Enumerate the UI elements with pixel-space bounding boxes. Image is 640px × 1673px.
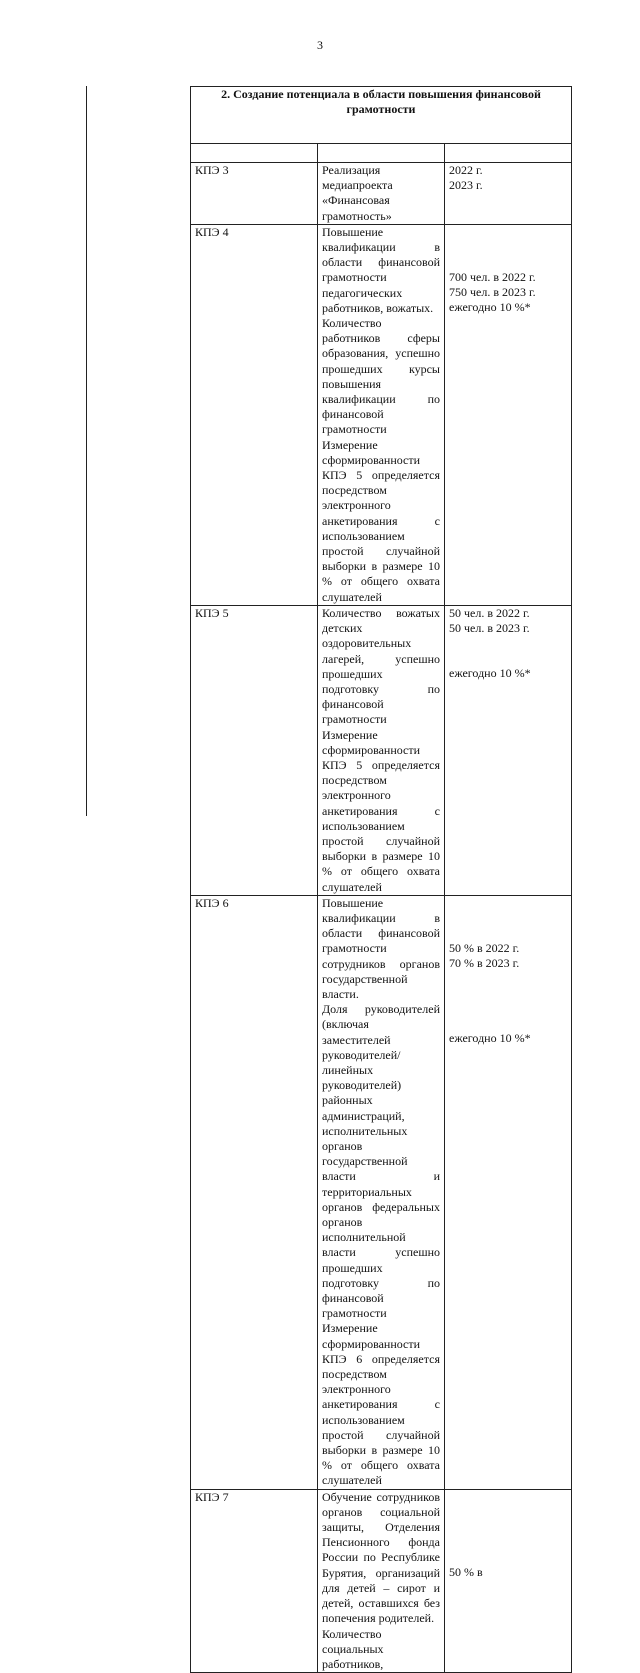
kpi-term xyxy=(445,163,572,225)
desc-paragraph: Измерение сформированности КПЭ 5 определяется посредством электронного анкетирования с использованием простой случайной выборки в размере 10 % от общего охвата слушателей xyxy=(322,437,440,604)
desc-paragraph: Количество вожатых детских оздоровительных лагерей, успешно прошедших подготовку по финансовой грамотности xyxy=(322,605,440,727)
kpi-table xyxy=(190,86,572,1673)
term-value: 2023 г. xyxy=(449,178,483,193)
desc-paragraph: Измерение сформированности КПЭ 5 определяется посредством электронного анкетирования с использованием простой случайной выборки в размере 10 % от общего охвата слушателей xyxy=(322,727,440,894)
desc-paragraph: Реализация медиапроекта «Финансовая грамотность» xyxy=(322,163,393,223)
kpi-term xyxy=(445,895,572,1489)
term-value: ежегодно 10 %* xyxy=(449,666,531,681)
kpi-description xyxy=(318,224,445,605)
term-value: 2022 г. xyxy=(449,163,483,177)
desc-paragraph: Измерение сформированности КПЭ 6 определяется посредством электронного анкетирования с использованием простой случайной выборки в размере 10 % от общего охвата слушателей xyxy=(322,1321,440,1488)
kpi-code: КПЭ 6 xyxy=(191,895,318,1489)
spacer-row xyxy=(191,144,572,163)
kpi-code: КПЭ 4 xyxy=(191,224,318,605)
desc-paragraph: Количество социальных работников, xyxy=(322,1626,384,1671)
kpi-term xyxy=(445,605,572,895)
kpi-description xyxy=(318,605,445,895)
term-value: ежегодно 10 %* xyxy=(449,1031,531,1046)
page-number: 3 xyxy=(317,38,323,52)
term-value: 750 чел. в 2023 г. xyxy=(449,285,536,300)
table-row xyxy=(191,1489,572,1672)
term-value: 50 % в 2022 г. xyxy=(449,940,520,955)
term-value: 700 чел. в 2022 г. xyxy=(449,269,536,284)
desc-paragraph: Доля руководителей (включая заместителей руководителей/линейных руководителей) районных администраций, исполнительных органов государственной власти и территориальных органов федеральных органов исполнительной власти успешно прошедших подготовку по финансовой грамотности xyxy=(322,1002,440,1321)
kpi-code: КПЭ 3 xyxy=(191,163,318,225)
kpi-code: КПЭ 7 xyxy=(191,1489,318,1672)
section-title: 2. Создание потенциала в области повышения финансовой грамотности xyxy=(191,87,572,144)
term-value: 50 чел. в 2022 г. xyxy=(449,605,530,620)
desc-paragraph: Повышение квалификации в области финансовой грамотности сотрудников органов государственной власти. xyxy=(322,895,440,1001)
term-value: 50 % в xyxy=(449,1564,483,1579)
section-header-row xyxy=(191,87,572,144)
term-value: 50 чел. в 2023 г. xyxy=(449,621,530,636)
term-value: 70 % в 2023 г. xyxy=(449,955,520,970)
kpi-code: КПЭ 5 xyxy=(191,605,318,895)
desc-paragraph: Повышение квалификации в области финансовой грамотности педагогических работников, вожатых. xyxy=(322,224,440,315)
desc-paragraph: Количество работников сферы образования, успешно прошедших курсы повышения квалификации по финансовой грамотности xyxy=(322,316,440,437)
kpi-description xyxy=(318,163,445,225)
table-row xyxy=(191,163,572,225)
table-row xyxy=(191,895,572,1489)
kpi-description xyxy=(318,1489,445,1672)
kpi-term xyxy=(445,224,572,605)
kpi-description xyxy=(318,895,445,1489)
table-row xyxy=(191,224,572,605)
table-row xyxy=(191,605,572,895)
term-value: ежегодно 10 %* xyxy=(449,300,531,315)
desc-paragraph: Обучение сотрудников органов социальной защиты, Отделения Пенсионного фонда России по Республике Бурятия, организаций для детей – сирот и детей, оставшихся без попечения родителей. xyxy=(322,1489,440,1626)
kpi-term xyxy=(445,1489,572,1672)
margin-rule xyxy=(86,86,87,816)
